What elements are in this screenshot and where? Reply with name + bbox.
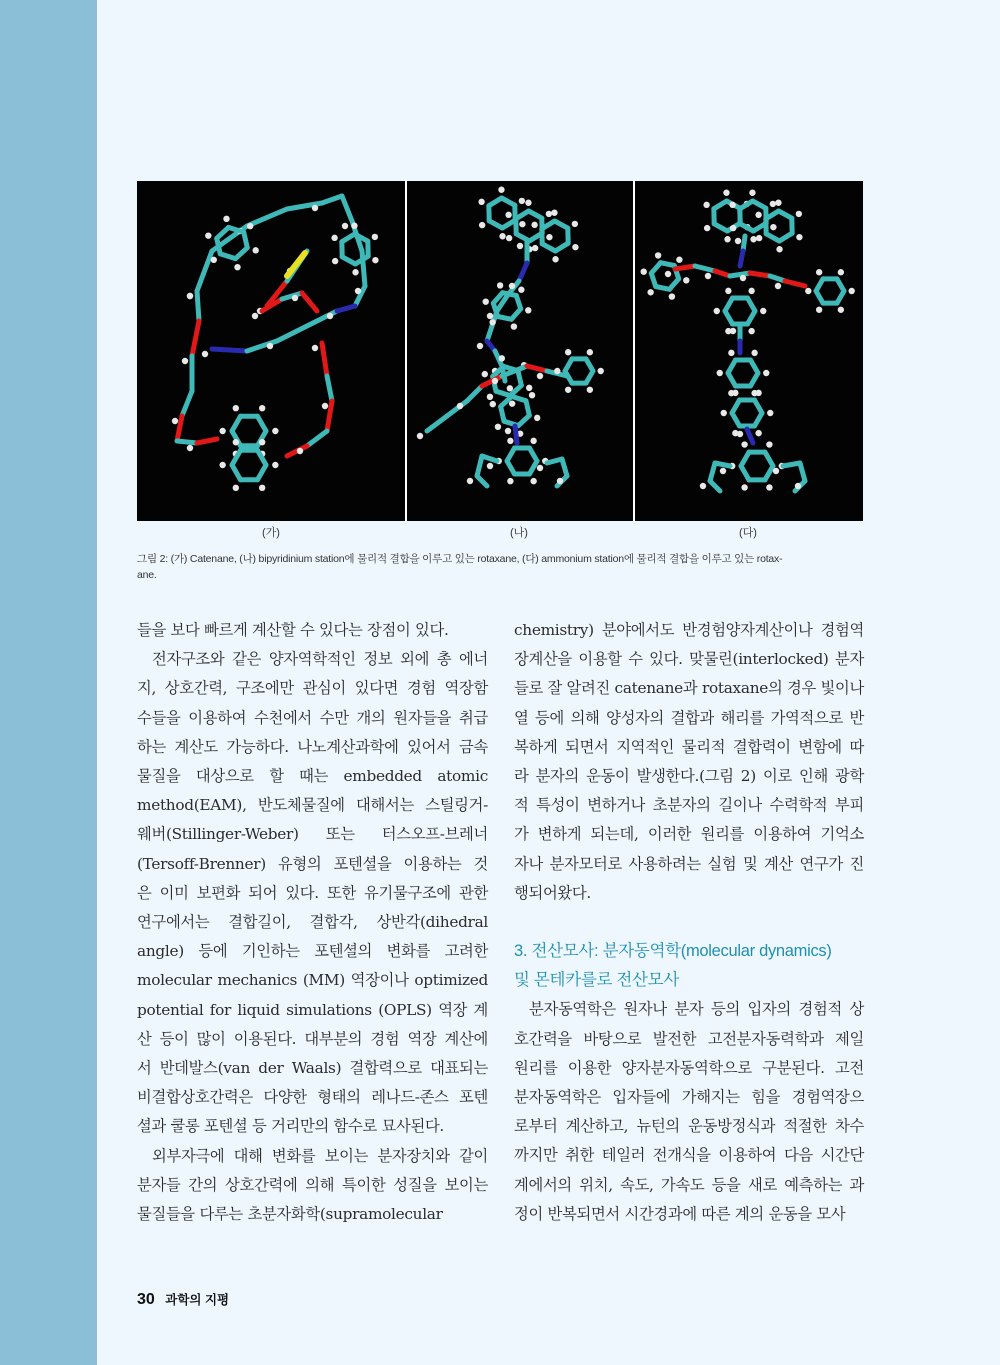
hydrogen-atom	[755, 212, 761, 218]
bond-stick	[192, 321, 199, 356]
hydrogen-atom	[763, 370, 769, 376]
bond-stick	[750, 273, 770, 276]
bond-stick	[287, 253, 305, 276]
hydrogen-atom	[497, 282, 503, 288]
hydrogen-atom	[756, 235, 762, 241]
hydrogen-atom	[795, 483, 801, 489]
hydrogen-atom	[518, 287, 524, 293]
hydrogen-atom	[372, 257, 378, 263]
hydrogen-atom	[669, 293, 675, 299]
hydrogen-atom	[489, 319, 495, 325]
hydrogen-atom	[505, 212, 511, 218]
text-line: 정이 반복되면서 시간경과에 따른 계의 운동을 모사	[514, 1204, 846, 1223]
bond-stick	[342, 196, 352, 221]
bond-stick	[748, 298, 756, 311]
bond-stick	[258, 416, 267, 431]
hydrogen-atom	[372, 234, 378, 240]
hydrogen-atom	[219, 428, 225, 434]
hydrogen-atom	[775, 283, 781, 289]
text-line: 호간력을 바탕으로 발전한 고전분자동력학과 제일	[514, 1029, 864, 1048]
bond-stick	[258, 465, 267, 480]
hydrogen-atom	[755, 430, 761, 436]
bond-stick	[527, 366, 547, 371]
hydrogen-atom	[700, 483, 706, 489]
bond-stick	[765, 452, 773, 466]
hydrogen-atom	[598, 368, 604, 374]
hydrogen-atom	[292, 295, 298, 301]
text-line: 분자들 간의 상호간력에 의해 특이한 성질을 보이는	[137, 1175, 488, 1194]
bond-stick	[277, 326, 307, 341]
bond-stick	[302, 293, 317, 311]
hydrogen-atom	[312, 345, 318, 351]
text-line: 외부자극에 대해 변화를 보이는 분자장치와 같이	[152, 1146, 488, 1165]
hydrogen-atom	[723, 190, 729, 196]
hydrogen-atom	[297, 448, 303, 454]
text-line: molecular mechanics (MM) 역장이나 optimized	[137, 971, 488, 990]
hydrogen-atom	[490, 401, 496, 407]
hydrogen-atom	[741, 441, 747, 447]
hydrogen-atom	[529, 392, 535, 398]
hydrogen-atom	[838, 307, 844, 313]
hydrogen-atom	[665, 271, 671, 277]
hydrogen-atom	[259, 485, 265, 491]
right-text-column	[514, 616, 864, 1229]
hydrogen-atom	[223, 216, 229, 222]
hydrogen-atom	[509, 283, 515, 289]
text-line: 로부터 계산하고, 뉴턴의 운동방정식과 적절한 차수	[514, 1117, 864, 1136]
hydrogen-atom	[487, 313, 493, 319]
hydrogen-atom	[760, 308, 766, 314]
bond-stick	[477, 476, 487, 486]
hydrogen-atom	[704, 225, 710, 231]
text-line: 들을 보다 빠르게 계산할 수 있다는 장점이 있다.	[137, 621, 449, 639]
bond-stick	[837, 279, 844, 291]
hydrogen-atom	[741, 484, 747, 490]
hydrogen-atom	[530, 438, 536, 444]
hydrogen-atom	[487, 394, 493, 400]
hydrogen-atom	[467, 478, 473, 484]
hydrogen-atom	[849, 288, 855, 294]
hydrogen-atom	[565, 349, 571, 355]
hydrogen-atom	[172, 418, 178, 424]
page-number: 30	[137, 1291, 155, 1308]
hydrogen-atom	[705, 273, 711, 279]
hydrogen-atom	[495, 424, 501, 430]
bond-stick	[182, 391, 192, 416]
caption-line: 그림 2: (가) Catenane, (나) bipyridinium station에 물리적 결합을 이루고 있는 rotaxane, (다) ammonium station에 물리적 결합을 이루고 있는 rotax-	[137, 553, 783, 565]
left-text-column	[137, 616, 488, 1229]
panel-label-na: (나)	[510, 527, 528, 539]
bond-stick	[747, 429, 753, 443]
figure-caption	[137, 552, 863, 583]
hydrogen-atom	[737, 431, 743, 437]
hydrogen-atom	[725, 288, 731, 294]
hydrogen-atom	[751, 350, 757, 356]
hydrogen-atom	[816, 307, 822, 313]
hydrogen-atom	[182, 358, 188, 364]
text-line: 서 반데발스(van der Waals) 결합력으로 대표되는	[137, 1059, 488, 1078]
text-line: 지, 상호간력, 구조에만 관심이 있다면 경험 역장함	[137, 679, 488, 698]
hydrogen-atom	[233, 405, 239, 411]
text-line: 까지만 취한 테일러 전개식을 이용하여 다음 시간단	[514, 1146, 864, 1165]
bond-stick	[710, 463, 715, 481]
text-line: 하는 계산도 가능하다. 나노계산과학에 있어서 금속	[137, 737, 488, 756]
bond-stick	[516, 296, 520, 309]
hydrogen-atom	[342, 223, 348, 229]
hydrogen-atom	[477, 343, 483, 349]
hydrogen-atom	[517, 243, 523, 249]
hydrogen-atom	[735, 238, 741, 244]
text-line: 원리를 이용한 양자분자동역학으로 구분된다. 고전	[514, 1058, 864, 1077]
hydrogen-atom	[532, 245, 538, 251]
hydrogen-atom	[219, 462, 225, 468]
text-line: 연구에서는 결합길이, 결합각, 상반각(dihedral	[137, 913, 488, 932]
text-line: 웨버(Stillinger-Weber) 또는 터스오프-브레너	[137, 825, 488, 844]
hydrogen-atom	[551, 210, 557, 216]
hydrogen-atom	[537, 465, 543, 471]
section-heading-line-2: 및 몬테카를로 전산모사	[514, 971, 679, 990]
hydrogen-atom	[748, 328, 754, 334]
bond-stick	[526, 401, 529, 416]
hydrogen-atom	[479, 222, 485, 228]
text-line: 열 등에 의해 양성자의 결합과 해리를 가역적으로 반	[514, 708, 864, 727]
hydrogen-atom	[211, 257, 217, 263]
bond-stick	[740, 251, 743, 266]
text-line: 복하게 되면서 지역적인 물리적 결합력이 변함에 따	[514, 737, 864, 756]
hydrogen-atom	[483, 298, 489, 304]
page-footer	[137, 1290, 229, 1309]
bond-stick	[519, 263, 527, 281]
text-line: 행되어왔다.	[514, 883, 591, 902]
hydrogen-atom	[233, 485, 239, 491]
hydrogen-atom	[509, 400, 515, 406]
hydrogen-atom	[233, 439, 239, 445]
text-line: (Tersoff-Brenner) 유형의 포텐셜을 이용하는 것	[137, 854, 488, 873]
hydrogen-atom	[187, 445, 193, 451]
bond-stick	[197, 291, 199, 321]
hydrogen-atom	[703, 202, 709, 208]
hydrogen-atom	[355, 288, 361, 294]
bond-stick	[518, 371, 521, 386]
bond-stick	[244, 232, 248, 248]
text-line: 장계산을 이용할 수 있다. 맞물린(interlocked) 분자	[514, 650, 864, 669]
hydrogen-atom	[749, 190, 755, 196]
hydrogen-atom	[499, 233, 505, 239]
text-line: chemistry) 분야에서도 반경험양자계산이나 경험역	[514, 621, 864, 639]
hydrogen-atom	[714, 308, 720, 314]
bond-stick	[586, 359, 593, 371]
hydrogen-atom	[796, 234, 802, 240]
hydrogen-atom	[838, 269, 844, 275]
text-line: 셜과 쿨롱 포텐셜 등 거리만의 함수로 묘사된다.	[137, 1117, 444, 1136]
hydrogen-atom	[331, 235, 337, 241]
hydrogen-atom	[554, 368, 560, 374]
hydrogen-atom	[730, 225, 736, 231]
bond-stick	[530, 448, 538, 461]
figure-panel-rotaxane-bipyridinium	[405, 181, 633, 521]
hydrogen-atom	[252, 247, 258, 253]
bond-stick	[800, 463, 805, 481]
right-paragraph-2	[514, 995, 864, 1229]
rotaxane-ammonium-molecule-image	[635, 181, 863, 521]
hydrogen-atom	[247, 223, 253, 229]
figure-panel-rotaxane-ammonium	[633, 181, 863, 521]
hydrogen-atom	[721, 410, 727, 416]
hydrogen-atom	[775, 200, 781, 206]
right-paragraph-1	[514, 616, 864, 908]
text-line: 전자구조와 같은 양자역학적인 정보 외에 총 에너	[152, 650, 488, 669]
hydrogen-atom	[730, 328, 736, 334]
text-line: 자나 분자모터로 사용하려는 실험 및 계산 연구가 진	[514, 854, 864, 873]
hydrogen-atom	[478, 199, 484, 205]
hydrogen-atom	[505, 428, 511, 434]
text-line: 분자동역학은 입자들에 가해지는 힘을 경험역장으	[514, 1088, 864, 1107]
hydrogen-atom	[202, 351, 208, 357]
hydrogen-atom	[724, 236, 730, 242]
hydrogen-atom	[352, 269, 358, 275]
hydrogen-atom	[572, 221, 578, 227]
hydrogen-atom	[767, 410, 773, 416]
hydrogen-atom	[546, 211, 552, 217]
hydrogen-atom	[750, 236, 756, 242]
hydrogen-atom	[506, 235, 512, 241]
hydrogen-atom	[720, 468, 726, 474]
hydrogen-atom	[519, 198, 525, 204]
text-line: 수들을 이용하여 수천에서 수만 개의 원자들을 취급	[137, 708, 488, 727]
hydrogen-atom	[557, 478, 563, 484]
hydrogen-atom	[717, 370, 723, 376]
hydrogen-atom	[259, 439, 265, 445]
hydrogen-atom	[252, 313, 258, 319]
hydrogen-atom	[796, 211, 802, 217]
hydrogen-atom	[676, 257, 682, 263]
hydrogen-atom	[683, 277, 689, 283]
bond-stick	[695, 266, 715, 271]
bond-stick	[467, 386, 482, 401]
text-line: 분자동역학은 원자나 분자 등의 입자의 경험적 상	[529, 1000, 864, 1019]
bond-stick	[247, 209, 287, 226]
bond-stick	[427, 416, 447, 431]
hydrogen-atom	[525, 307, 531, 313]
hydrogen-atom	[526, 385, 532, 391]
hydrogen-atom	[776, 246, 782, 252]
hydrogen-atom	[587, 387, 593, 393]
bond-stick	[515, 426, 517, 443]
bond-stick	[307, 311, 337, 326]
text-line: 비결합상호간력은 다양한 형태의 레나드-존스 포텐	[137, 1088, 488, 1107]
bond-stick	[232, 465, 241, 480]
bond-stick	[755, 400, 763, 413]
hydrogen-atom	[267, 343, 273, 349]
bond-stick	[307, 431, 327, 446]
text-line: angle) 등에 기인하는 포텐셜의 변화를 고려한	[137, 942, 488, 961]
bond-stick	[785, 281, 805, 286]
hydrogen-atom	[205, 232, 211, 238]
hydrogen-atom	[332, 258, 338, 264]
hydrogen-atom	[546, 234, 552, 240]
hydrogen-atom	[755, 390, 761, 396]
bond-stick	[322, 343, 327, 376]
panel-label-ga: (가)	[262, 527, 280, 539]
bond-stick	[327, 376, 332, 401]
hydrogen-atom	[525, 200, 531, 206]
text-line: 가 변하게 되는데, 이러한 원리를 이용하여 기억소	[514, 825, 864, 844]
molecular-figure	[137, 181, 863, 521]
hydrogen-atom	[565, 387, 571, 393]
hydrogen-atom	[728, 350, 734, 356]
text-line: 계에서의 위치, 속도, 가속도 등을 새로 예측하는 과	[514, 1175, 864, 1194]
text-line: 물질들을 다루는 초분자화학(supramolecular	[137, 1205, 443, 1224]
hydrogen-atom	[487, 463, 493, 469]
hydrogen-atom	[766, 441, 772, 447]
figure-panel-catenane	[137, 181, 405, 521]
rotaxane-bipyridinium-molecule-image	[407, 181, 633, 521]
hydrogen-atom	[816, 269, 822, 275]
bond-stick	[232, 416, 241, 431]
hydrogen-atom	[537, 373, 543, 379]
bond-stick	[447, 401, 467, 416]
hydrogen-atom	[507, 385, 513, 391]
hydrogen-atom	[492, 378, 498, 384]
bond-stick	[212, 349, 247, 351]
hydrogen-atom	[234, 264, 240, 270]
hydrogen-atom	[805, 288, 811, 294]
bond-stick	[177, 441, 197, 443]
text-line: method(EAM), 반도체물질에 대해서는 스틸링거-	[137, 796, 488, 815]
bond-stick	[730, 273, 750, 276]
text-line: 들로 잘 알려진 catenane과 rotaxane의 경우 빛이나	[514, 679, 864, 698]
hydrogen-atom	[187, 293, 193, 299]
hydrogen-atom	[770, 201, 776, 207]
hydrogen-atom	[482, 371, 488, 377]
hydrogen-atom	[729, 202, 735, 208]
hydrogen-atom	[327, 313, 333, 319]
hydrogen-atom	[511, 323, 517, 329]
hydrogen-atom	[655, 252, 661, 258]
hydrogen-atom	[572, 244, 578, 250]
bond-stick	[675, 266, 695, 269]
hydrogen-atom	[530, 478, 536, 484]
section-heading-line-1: 3. 전산모사: 분자동역학(molecular dynamics)	[514, 942, 832, 961]
hydrogen-atom	[770, 224, 776, 230]
bond-stick	[197, 251, 212, 291]
bond-stick	[562, 459, 567, 476]
hydrogen-atom	[499, 355, 505, 361]
hydrogen-atom	[417, 433, 423, 439]
text-line: potential for liquid simulations (OPLS) 역장 계	[137, 1000, 488, 1019]
bond-stick	[710, 481, 720, 491]
hydrogen-atom	[259, 405, 265, 411]
caption-line: ane.	[137, 568, 157, 581]
hydrogen-atom	[519, 221, 525, 227]
bond-stick	[751, 360, 759, 373]
text-line: 물질을 대상으로 할 때는 embedded atomic	[137, 767, 488, 786]
decorative-side-strip	[0, 0, 97, 1365]
magazine-title: 과학의 지평	[165, 1293, 230, 1307]
text-line: 적 특성이 변하거나 초분자의 길이나 수력학적 부피	[514, 796, 864, 815]
hydrogen-atom	[351, 223, 357, 229]
bond-stick	[197, 439, 217, 443]
catenane-molecule-image	[137, 181, 405, 521]
hydrogen-atom	[531, 222, 537, 228]
hydrogen-atom	[272, 428, 278, 434]
bond-stick	[322, 196, 342, 203]
bond-stick	[477, 456, 482, 476]
bond-stick	[783, 463, 800, 466]
bond-stick	[337, 306, 355, 311]
hydrogen-atom	[641, 268, 647, 274]
hydrogen-atom	[647, 289, 653, 295]
hydrogen-atom	[534, 415, 540, 421]
text-line: 라 분자의 운동이 발생한다.(그림 2) 이로 인해 광학	[514, 767, 864, 786]
hydrogen-atom	[498, 187, 504, 193]
text-line: 은 이미 보편화 되어 있다. 또한 유기물구조에 관한	[137, 883, 488, 902]
hydrogen-atom	[507, 438, 513, 444]
text-line: 산 등이 많이 이용된다. 대부분의 경험 역장 계산에	[137, 1029, 488, 1048]
hydrogen-atom	[552, 256, 558, 262]
panel-label-da: (다)	[739, 527, 757, 539]
hydrogen-atom	[732, 390, 738, 396]
hydrogen-atom	[457, 403, 463, 409]
hydrogen-atom	[766, 484, 772, 490]
hydrogen-atom	[740, 275, 746, 281]
hydrogen-atom	[748, 288, 754, 294]
hydrogen-atom	[587, 349, 593, 355]
hydrogen-atom	[507, 478, 513, 484]
hydrogen-atom	[272, 462, 278, 468]
hydrogen-atom	[773, 468, 779, 474]
hydrogen-atom	[322, 403, 328, 409]
hydrogen-atom	[312, 205, 318, 211]
